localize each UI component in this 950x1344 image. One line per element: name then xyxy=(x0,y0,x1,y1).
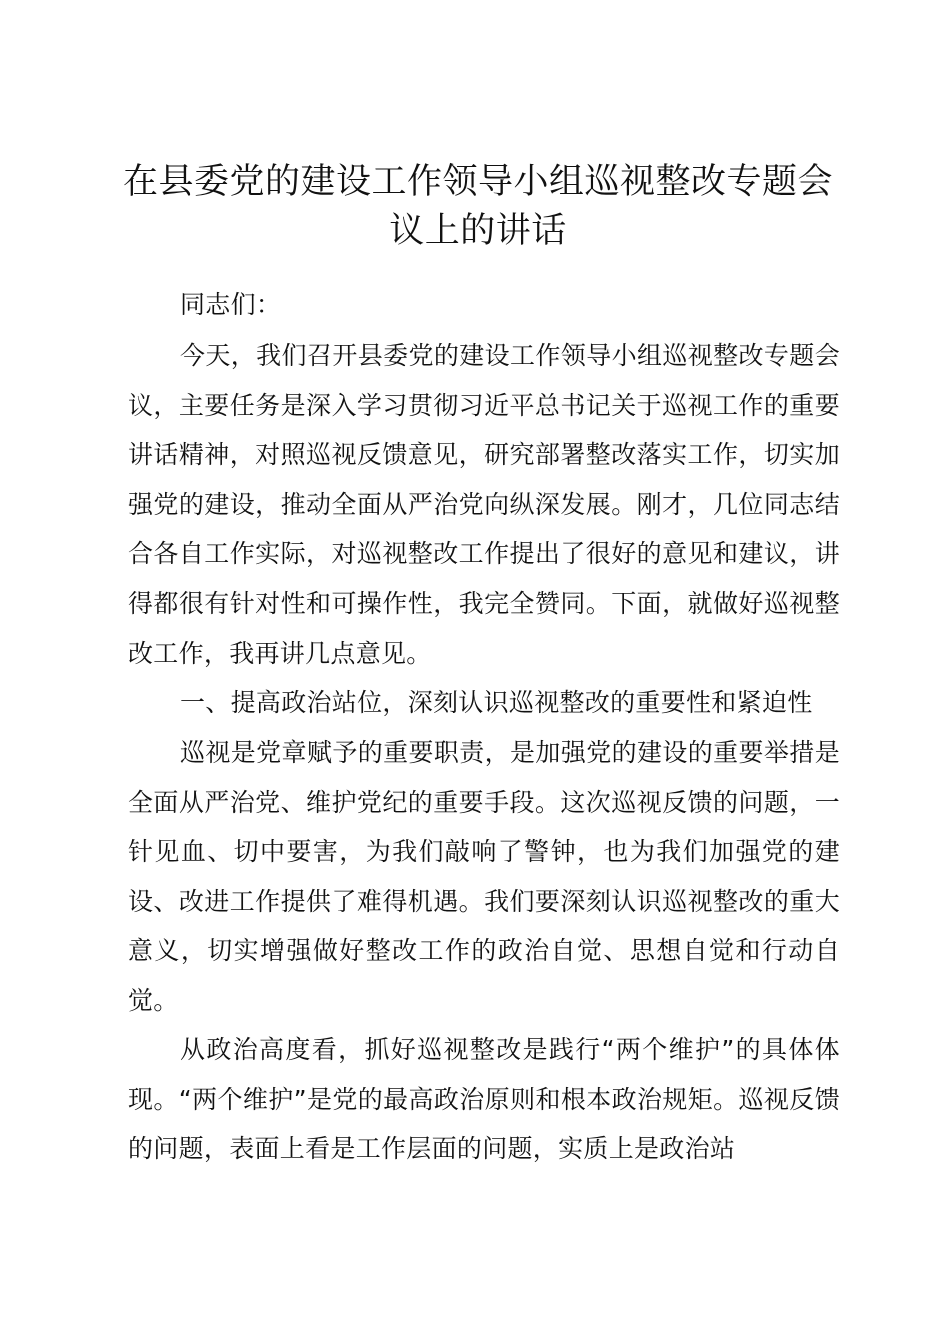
section-heading-1: 一、提高政治站位，深刻认识巡视整改的重要性和紧迫性 xyxy=(180,688,813,717)
paragraph-opening: 今天，我们召开县委党的建设工作领导小组巡视整改专题会议，主要任务是深入学习贯彻习近平总书记关于巡视工作的重要讲话精神，对照巡视反馈意见，研究部署整改落实工作，切实加强党的建设，推动全面从严治党向纵深发展。刚才，几位同志结合各自工作实际，对巡视整改工作提出了很好的意见和建议，讲得都很有针对性和可操作性，我完全赞同。下面，就做好巡视整改工作，我再讲几点意见。 xyxy=(128,341,840,668)
salutation: 同志们： xyxy=(180,290,282,319)
paragraph-political-height: 从政治高度看，抓好巡视整改是践行“两个维护”的具体体现。“两个维护”是党的最高政治原则和根本政治规矩。巡视反馈的问题，表面上看是工作层面的问题，实质上是政治站 xyxy=(128,1035,840,1164)
document-title: 在县委党的建设工作领导小组巡视整改专题会议上的讲话 xyxy=(122,162,833,251)
paragraph-section-1: 巡视是党章赋予的重要职责，是加强党的建设的重要举措是全面从严治党、维护党纪的重要手段。这次巡视反馈的问题，一针见血、切中要害，为我们敲响了警钟，也为我们加强党的建设、改进工作提供了难得机遇。我们要深刻认识巡视整改的重大意义，切实增强做好整改工作的政治自觉、思想自觉和行动自觉。 xyxy=(128,738,840,1015)
